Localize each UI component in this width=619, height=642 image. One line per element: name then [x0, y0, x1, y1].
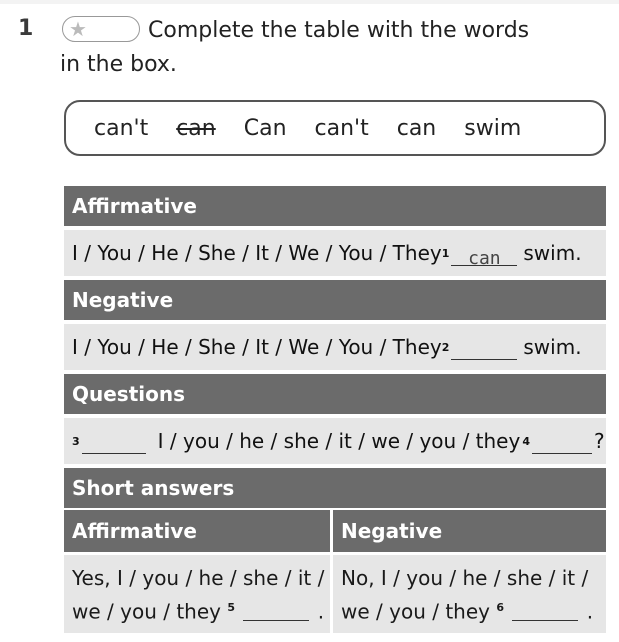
- sa-affirmative-cell: [64, 555, 333, 633]
- instruction-line-2: in the box.: [60, 52, 177, 77]
- filled-answer: can: [468, 247, 501, 269]
- sa-affirmative-header: Affirmative: [64, 510, 333, 552]
- instruction-line-1: Complete the table with the words: [148, 18, 530, 43]
- question-end: ?: [593, 429, 605, 453]
- questions-row: [64, 418, 606, 464]
- sa-neg-line-2-wrap: [341, 593, 606, 627]
- negative-subjects: I / You / He / She / It / We / You / They: [72, 335, 442, 359]
- sa-neg-line-2: we / you / they: [341, 599, 490, 624]
- answer-blank-3[interactable]: [82, 433, 146, 454]
- star-icon: ★: [69, 17, 87, 41]
- sa-aff-end: .: [317, 599, 325, 624]
- word-item: can't: [94, 115, 149, 141]
- word-item: swim: [464, 115, 522, 141]
- word-item: Can: [243, 115, 287, 141]
- negative-row: [64, 324, 606, 370]
- word-item: can: [396, 115, 437, 141]
- affirmative-subjects: I / You / He / She / It / We / You / They: [72, 241, 442, 265]
- sa-aff-line-2-wrap: [72, 593, 330, 627]
- affirmative-end: swim.: [523, 241, 582, 265]
- blank-number: 4: [522, 434, 530, 448]
- word-item-used: can: [176, 115, 216, 141]
- blank-number: 6: [496, 601, 504, 614]
- word-item: can't: [314, 115, 369, 141]
- short-answers-subheaders: [64, 510, 606, 552]
- negative-end: swim.: [523, 335, 582, 359]
- answer-blank-6[interactable]: [512, 600, 578, 621]
- sa-neg-end: .: [586, 599, 594, 624]
- blank-number: 1: [441, 246, 450, 260]
- answer-blank-2[interactable]: [451, 339, 517, 360]
- top-divider: [0, 0, 619, 4]
- blank-number: 3: [72, 434, 80, 448]
- short-answers-header: Short answers: [64, 468, 606, 508]
- affirmative-header: Affirmative: [64, 186, 606, 226]
- short-answers-row: [64, 555, 606, 633]
- answer-blank-4[interactable]: [532, 433, 592, 454]
- sa-neg-line-1: No, I / you / he / she / it /: [341, 566, 589, 590]
- sa-negative-cell: [333, 555, 606, 633]
- blank-number: 2: [441, 340, 450, 354]
- sa-aff-line-1: Yes, I / you / he / she / it /: [72, 566, 325, 590]
- word-box: [64, 100, 606, 156]
- sa-negative-header: Negative: [333, 510, 606, 552]
- blank-number: 5: [227, 601, 235, 614]
- answer-blank-5[interactable]: [243, 600, 309, 621]
- exercise-number: 1: [18, 16, 34, 41]
- instruction: [62, 14, 602, 82]
- negative-header: Negative: [64, 280, 606, 320]
- sa-aff-line-2: we / you / they: [72, 599, 221, 624]
- affirmative-row: [64, 230, 606, 276]
- questions-header: Questions: [64, 374, 606, 414]
- question-subjects: I / you / he / she / it / we / you / they: [157, 429, 521, 453]
- answer-blank-1[interactable]: [451, 245, 517, 269]
